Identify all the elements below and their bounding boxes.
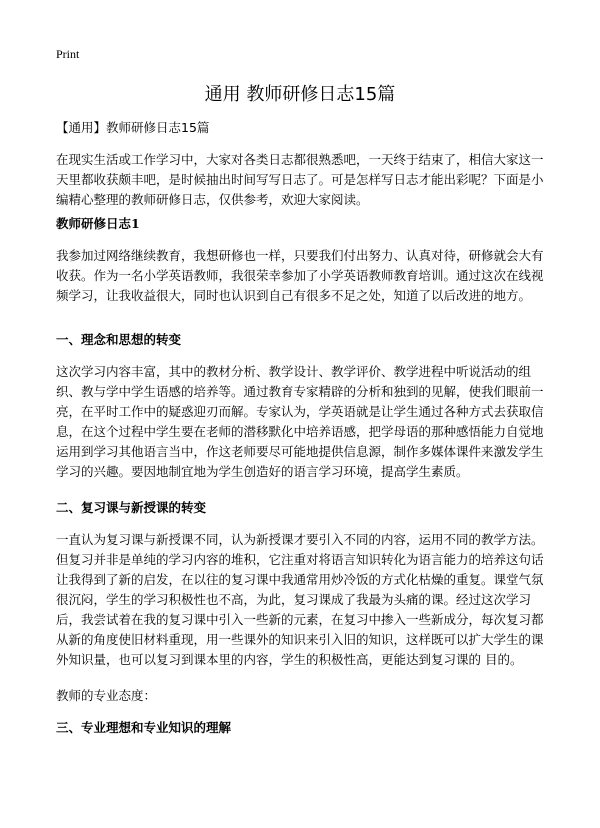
section1-heading: 一、理念和思想的转变: [56, 332, 182, 347]
intro-paragraph: 在现实生活或工作学习中，大家对各类日志都很熟悉吧，一天终于结束了，相信大家这一天里都收获颇丰吧，是时候抽出时间写写日志了。可是怎样写日志才能出彩呢？下面是小编精心整理的教师研修日志，仅供参考，欢迎大家阅读。: [56, 152, 544, 207]
section2-paragraph: 一直认为复习课与新授课不同，认为新授课才要引入不同的内容，运用不同的教学方法。但复习并非是单纯的学习内容的堆积，它注重对将语言知识转化为语言能力的培养这句话让我得到了新的启发，在以往的复习课中我通常用炒冷饭的方式化枯燥的重复。课堂气氛很沉闷，学生的学习积极性也不高，为此，复习课成了我最为头痛的课。经过这次学习后，我尝试着在我的复习课中引入一些新的元素，在复习中掺入一些新成分，每次复习都从新的角度使旧材料重现，用一些课外的知识来引入旧的知识，这样既可以扩大学生的课外知识量，也可以复习到课本里的内容，学生的积极性高，更能达到复习课的 目的。: [56, 532, 544, 667]
section1-paragraph: 这次学习内容丰富，其中的教材分析、教学设计、教学评价、教学进程中听说活动的组织、教与学中学生语感的培养等。通过教育专家精辟的分析和独到的见解，使我们眼前一亮，在平时工作中的疑惑迎刃而解。专家认为，学英语就是让学生通过各种方式去获取信息，在这个过程中学生要在老师的潜移默化中培养语感，把学母语的那种感悟能力自觉地运用到学习其他语言当中，作这老师要尽可能地提供信息源，制作多媒体课件来激发学生学习的兴趣。要因地制宜地为学生创造好的语言学习环境，提高学生素质。: [56, 364, 544, 479]
diary1-paragraph: 我参加过网络继续教育，我想研修也一样，只要我们付出努力、认真对待，研修就会大有收获。作为一名小学英语教师，我很荣幸参加了小学英语教师教育培训。通过这次在线视频学习，让我收益很大，同时也认识到自己有很多不足之处，知道了以后改进的地方。: [56, 248, 544, 303]
section3-heading: 三、专业理想和专业知识的理解: [56, 720, 232, 735]
document-subtitle: 【通用】教师研修日志15篇: [56, 120, 210, 135]
attitude-label: 教师的专业态度：: [56, 688, 157, 703]
document-title: 通用 教师研修日志15篇: [204, 84, 396, 105]
diary1-heading: 教师研修日志1: [56, 216, 140, 231]
section2-heading: 二、复习课与新授课的转变: [56, 500, 207, 515]
print-label: Print: [56, 47, 80, 61]
